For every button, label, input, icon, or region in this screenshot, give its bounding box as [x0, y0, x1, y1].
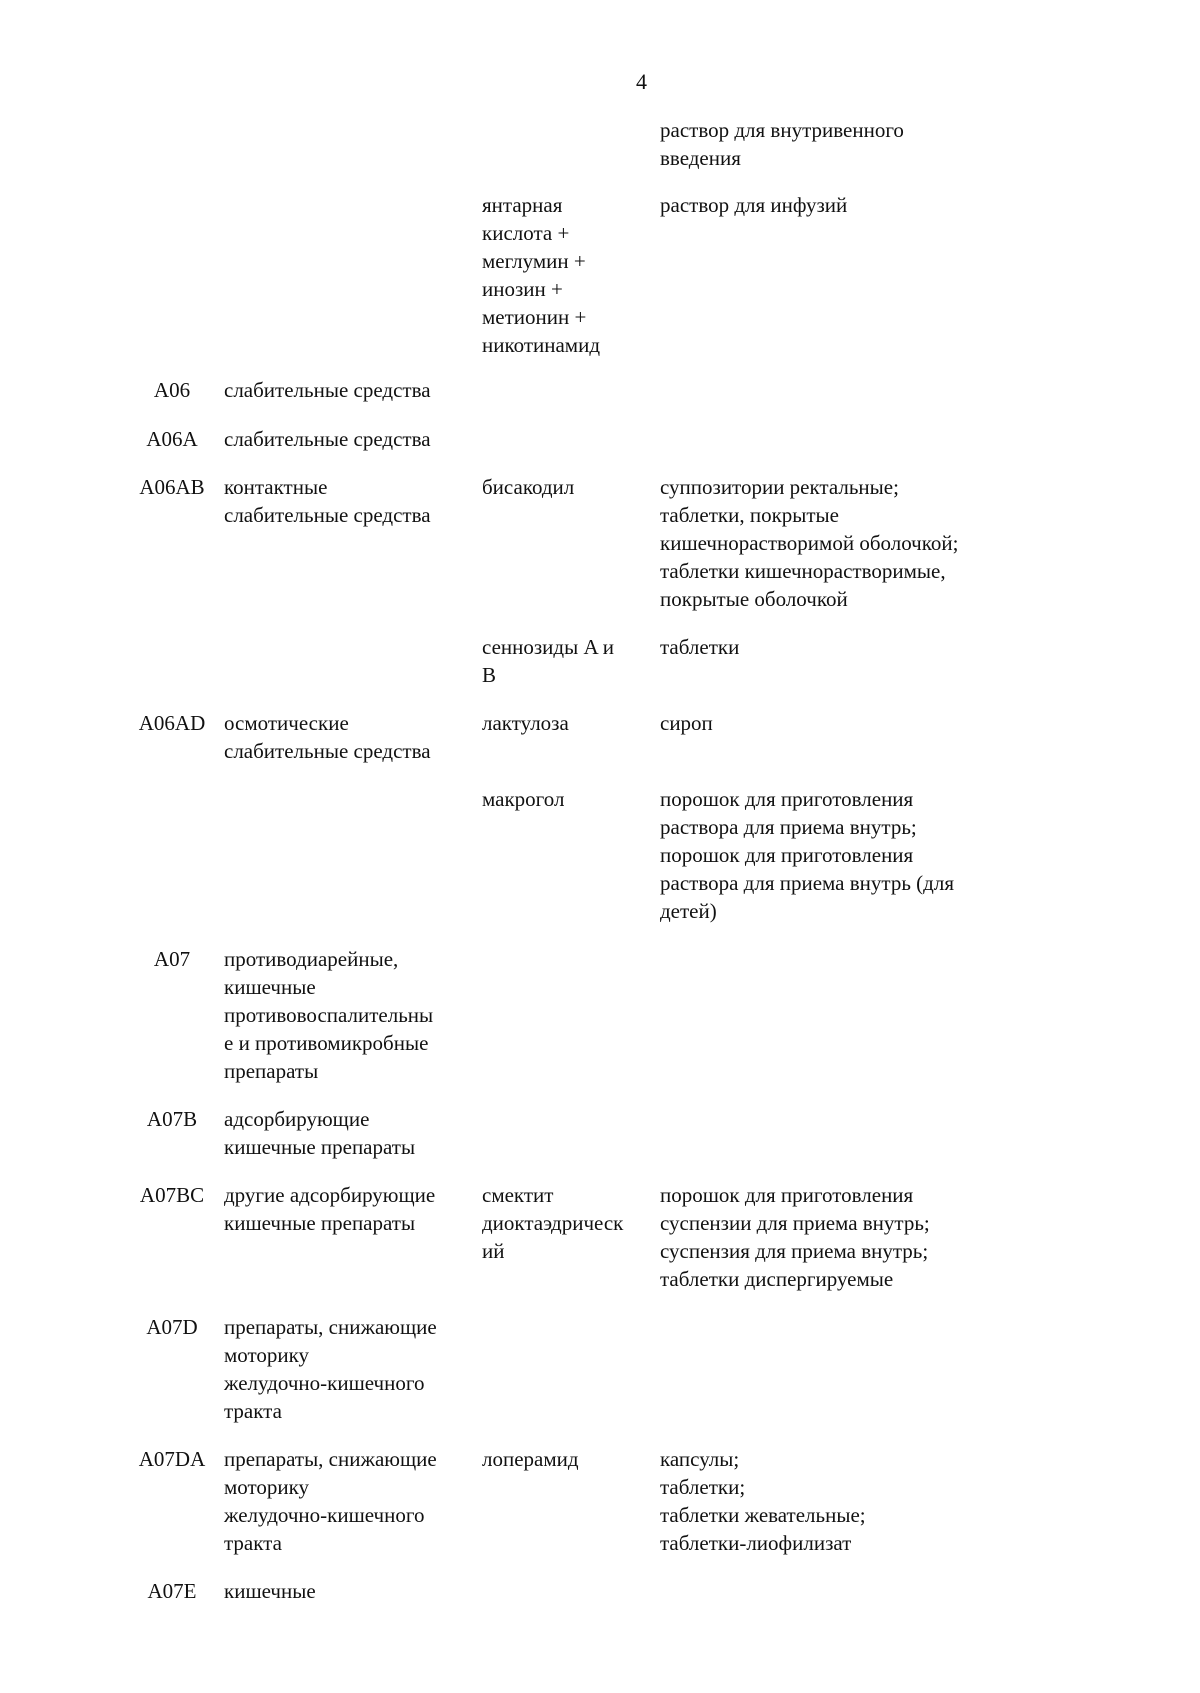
anatomical-group: препараты, снижающие моторику желудочно-кишечного тракта: [224, 1447, 437, 1555]
dosage-form: порошок для приготовления суспензии для приема внутрь; суспензия для приема внутрь; таблетки диспергируемые: [660, 1183, 930, 1291]
atc-code: A07E: [147, 1579, 197, 1603]
drug-name: сеннозиды A и B: [482, 635, 614, 687]
atc-code: A06AD: [138, 711, 206, 735]
atc-code: A06A: [146, 427, 198, 451]
drug-name: макрогол: [482, 787, 565, 811]
table-row: [0, 785, 1200, 925]
table-row: [0, 425, 1200, 453]
atc-code: A07BC: [139, 1183, 205, 1207]
anatomical-group: контактные слабительные средства: [224, 475, 431, 527]
dosage-form: сироп: [660, 711, 713, 735]
table-row: [0, 1313, 1200, 1425]
anatomical-group: адсорбирующие кишечные препараты: [224, 1107, 416, 1159]
atc-code: A07D: [146, 1315, 198, 1339]
drug-name: янтарная кислота + меглумин + инозин + метионин + никотинамид: [482, 193, 601, 357]
atc-code: A07DA: [138, 1447, 206, 1471]
drug-table: [0, 116, 1200, 1605]
table-row: [0, 1105, 1200, 1161]
atc-code: A06AB: [139, 475, 205, 499]
anatomical-group: препараты, снижающие моторику желудочно-кишечного тракта: [224, 1315, 437, 1423]
dosage-form: раствор для внутривенного введения: [660, 118, 904, 170]
table-row: [0, 116, 1200, 172]
table-row: [0, 633, 1200, 689]
atc-code: A07B: [146, 1107, 198, 1131]
anatomical-group: противодиарейные, кишечные противовоспалительны е и противомикробные препараты: [224, 947, 434, 1083]
dosage-form: раствор для инфузий: [660, 193, 848, 217]
anatomical-group: другие адсорбирующие кишечные препараты: [224, 1183, 436, 1235]
anatomical-group: осмотические слабительные средства: [224, 711, 431, 763]
table-row: [0, 1577, 1200, 1605]
table-row: [0, 473, 1200, 613]
table-row: [0, 376, 1200, 404]
table-row: [0, 709, 1200, 765]
dosage-form: суппозитории ректальные; таблетки, покрытые кишечнорастворимой оболочкой; таблетки кишечнорастворимые, покрытые оболочкой: [660, 475, 959, 611]
drug-name: смектит диоктаэдрическ ий: [482, 1183, 624, 1263]
atc-code: A07: [153, 947, 191, 971]
table-row: [0, 1181, 1200, 1293]
anatomical-group: слабительные средства: [224, 427, 431, 451]
drug-name: лоперамид: [482, 1447, 579, 1471]
anatomical-group: кишечные: [224, 1579, 316, 1603]
drug-name: лактулоза: [482, 711, 569, 735]
atc-code: A06: [153, 378, 191, 402]
anatomical-group: слабительные средства: [224, 378, 431, 402]
dosage-form: таблетки: [660, 635, 740, 659]
page-number: 4: [636, 69, 647, 94]
table-row: [0, 1445, 1200, 1557]
dosage-form: порошок для приготовления раствора для приема внутрь; порошок для приготовления раствора для приема внутрь (для детей): [660, 787, 954, 923]
drug-name: бисакодил: [482, 475, 575, 499]
dosage-form: капсулы; таблетки; таблетки жевательные; таблетки-лиофилизат: [660, 1447, 866, 1555]
table-row: [0, 191, 1200, 359]
table-row: [0, 945, 1200, 1085]
